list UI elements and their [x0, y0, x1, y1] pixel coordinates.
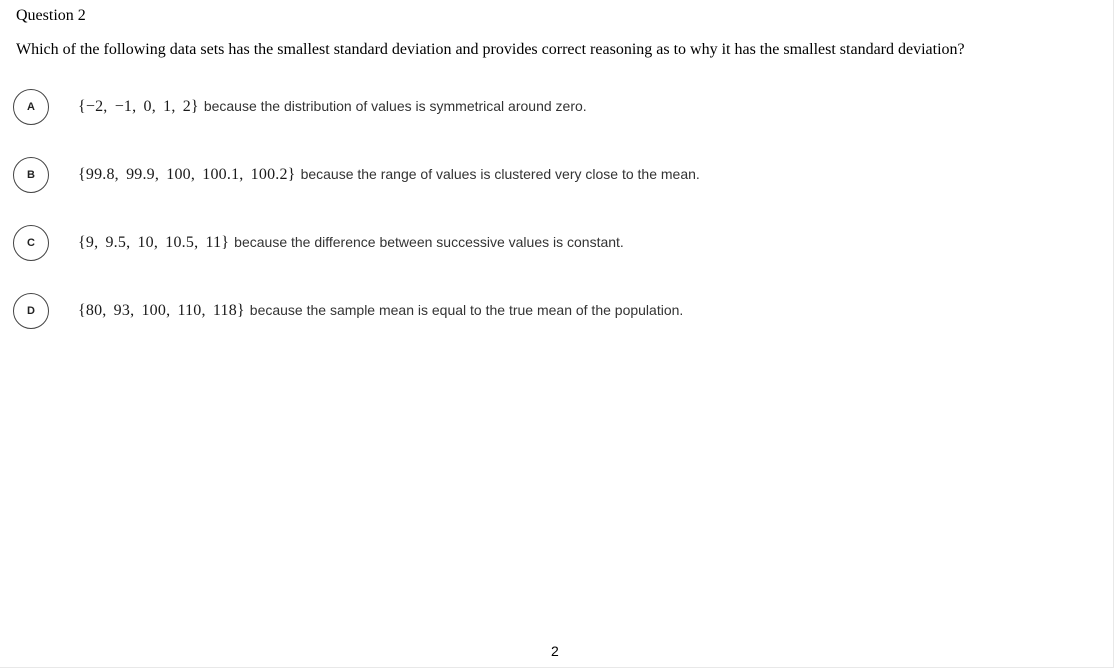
- page-number: 2: [551, 643, 559, 659]
- question-prompt: Which of the following data sets has the smallest standard deviation and provides correct reasoning as to why it has the smallest standard deviation?: [16, 41, 965, 58]
- option-c-body: [78, 234, 624, 252]
- answer-option-c[interactable]: [13, 223, 624, 263]
- option-a-body: [78, 98, 587, 116]
- option-a-data-set: {−2, −1, 0, 1, 2}: [78, 98, 199, 115]
- option-c-reasoning: because the difference between successive values is constant.: [234, 234, 624, 250]
- option-a-reasoning: because the distribution of values is symmetrical around zero.: [203, 98, 587, 114]
- option-b-data-set: {99.8, 99.9, 100, 100.1, 100.2}: [78, 166, 296, 183]
- option-b-reasoning: because the range of values is clustered very close to the mean.: [300, 166, 700, 182]
- option-d-body: [78, 302, 683, 320]
- option-c-bubble[interactable]: C: [13, 225, 49, 261]
- answer-option-b[interactable]: [13, 155, 700, 195]
- option-d-bubble[interactable]: D: [13, 293, 49, 329]
- option-c-data-set: {9, 9.5, 10, 10.5, 11}: [78, 234, 230, 251]
- option-d-reasoning: because the sample mean is equal to the true mean of the population.: [249, 302, 684, 318]
- option-a-bubble[interactable]: A: [13, 89, 49, 125]
- answer-option-a[interactable]: [13, 87, 587, 127]
- answer-option-d[interactable]: [13, 291, 683, 331]
- option-d-data-set: {80, 93, 100, 110, 118}: [78, 302, 245, 319]
- question-title: Question 2: [16, 7, 86, 24]
- option-b-bubble[interactable]: B: [13, 157, 49, 193]
- option-b-body: [78, 166, 700, 184]
